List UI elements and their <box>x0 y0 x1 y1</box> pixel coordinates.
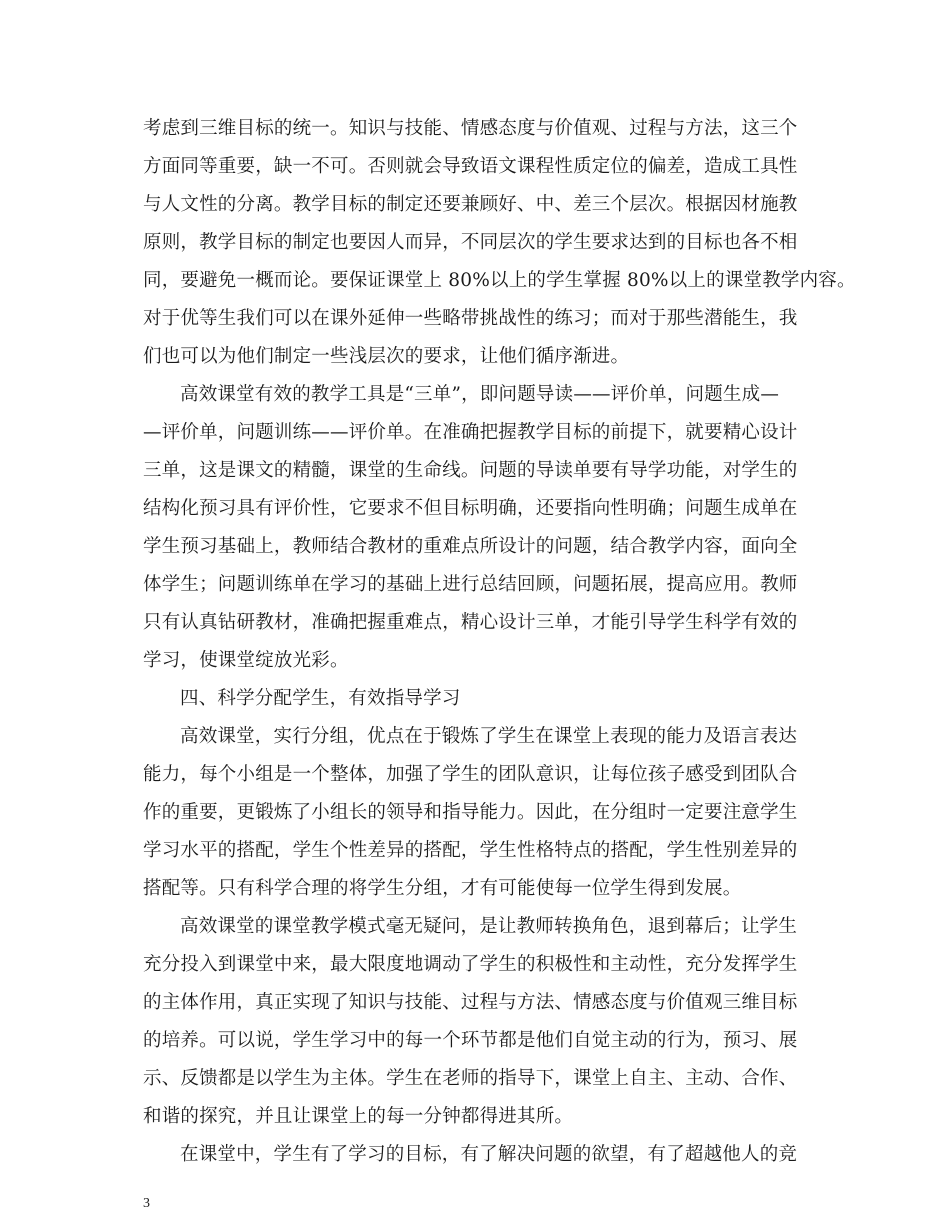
text-line: 和谐的探究，并且让课堂上的每一分钟都得进其所。 <box>143 1106 574 1127</box>
text-line: 们也可以为他们制定一些浅层次的要求，让他们循序渐进。 <box>143 346 630 367</box>
text-line: 作的重要，更锻炼了小组长的领导和指导能力。因此，在分组时一定要注意学生 <box>143 802 798 823</box>
text-line: 的主体作用，真正实现了知识与技能、过程与方法、情感态度与价值观三维目标 <box>143 992 798 1013</box>
text-line: 学习水平的搭配，学生个性差异的搭配，学生性格特点的搭配，学生性别差异的 <box>143 840 798 861</box>
text-line: 示、反馈都是以学生为主体。学生在老师的指导下，课堂上自主、主动、合作、 <box>143 1068 798 1089</box>
text-line: 只有认真钻研教材，准确把握重难点，精心设计三单，才能引导学生科学有效的 <box>143 612 798 633</box>
text-line: 充分投入到课堂中来，最大限度地调动了学生的积极性和主动性，充分发挥学生 <box>143 954 798 975</box>
text-line: —评价单，问题训练——评价单。在准确把握教学目标的前提下，就要精心设计 <box>143 422 798 443</box>
paragraph-start-line: 高效课堂有效的教学工具是“三单”，即问题导读——评价单，问题生成— <box>180 384 780 405</box>
section-heading: 四、科学分配学生，有效指导学习 <box>180 688 461 709</box>
paragraph-start-line: 高效课堂的课堂教学模式毫无疑问，是让教师转换角色，退到幕后；让学生 <box>180 916 798 937</box>
text-line: 学生预习基础上，教师结合教材的重难点所设计的问题，结合教学内容，面向全 <box>143 536 798 557</box>
text-line: 考虑到三维目标的统一。知识与技能、情感态度与价值观、过程与方法，这三个 <box>143 118 798 139</box>
page-number: 3 <box>143 1196 150 1211</box>
text-line: 体学生；问题训练单在学习的基础上进行总结回顾，问题拓展，提高应用。教师 <box>143 574 798 595</box>
text-line: 的培养。可以说，学生学习中的每一个环节都是他们自觉主动的行为，预习、展 <box>143 1030 798 1051</box>
paragraph-start-line: 高效课堂，实行分组，优点在于锻炼了学生在课堂上表现的能力及语言表达 <box>180 726 798 747</box>
text-line: 三单，这是课文的精髓，课堂的生命线。问题的导读单要有导学功能，对学生的 <box>143 460 798 481</box>
text-line: 搭配等。只有科学合理的将学生分组，才有可能使每一位学生得到发展。 <box>143 878 742 899</box>
text-line: 原则，教学目标的制定也要因人而异，不同层次的学生要求达到的目标也各不相 <box>143 232 798 253</box>
text-line: 同，要避免一概而论。要保证课堂上 80%以上的学生掌握 80%以上的课堂教学内容。 <box>143 270 856 291</box>
paragraph-start-line: 在课堂中，学生有了学习的目标，有了解决问题的欲望，有了超越他人的竞 <box>180 1144 798 1165</box>
text-line: 结构化预习具有评价性，它要求不但目标明确，还要指向性明确；问题生成单在 <box>143 498 798 519</box>
text-line: 能力，每个小组是一个整体，加强了学生的团队意识，让每位孩子感受到团队合 <box>143 764 798 785</box>
text-line: 对于优等生我们可以在课外延伸一些略带挑战性的练习；而对于那些潜能生，我 <box>143 308 798 329</box>
text-line: 与人文性的分离。教学目标的制定还要兼顾好、中、差三个层次。根据因材施教 <box>143 194 798 215</box>
text-line: 方面同等重要，缺一不可。否则就会导致语文课程性质定位的偏差，造成工具性 <box>143 156 798 177</box>
text-line: 学习，使课堂绽放光彩。 <box>143 650 349 671</box>
